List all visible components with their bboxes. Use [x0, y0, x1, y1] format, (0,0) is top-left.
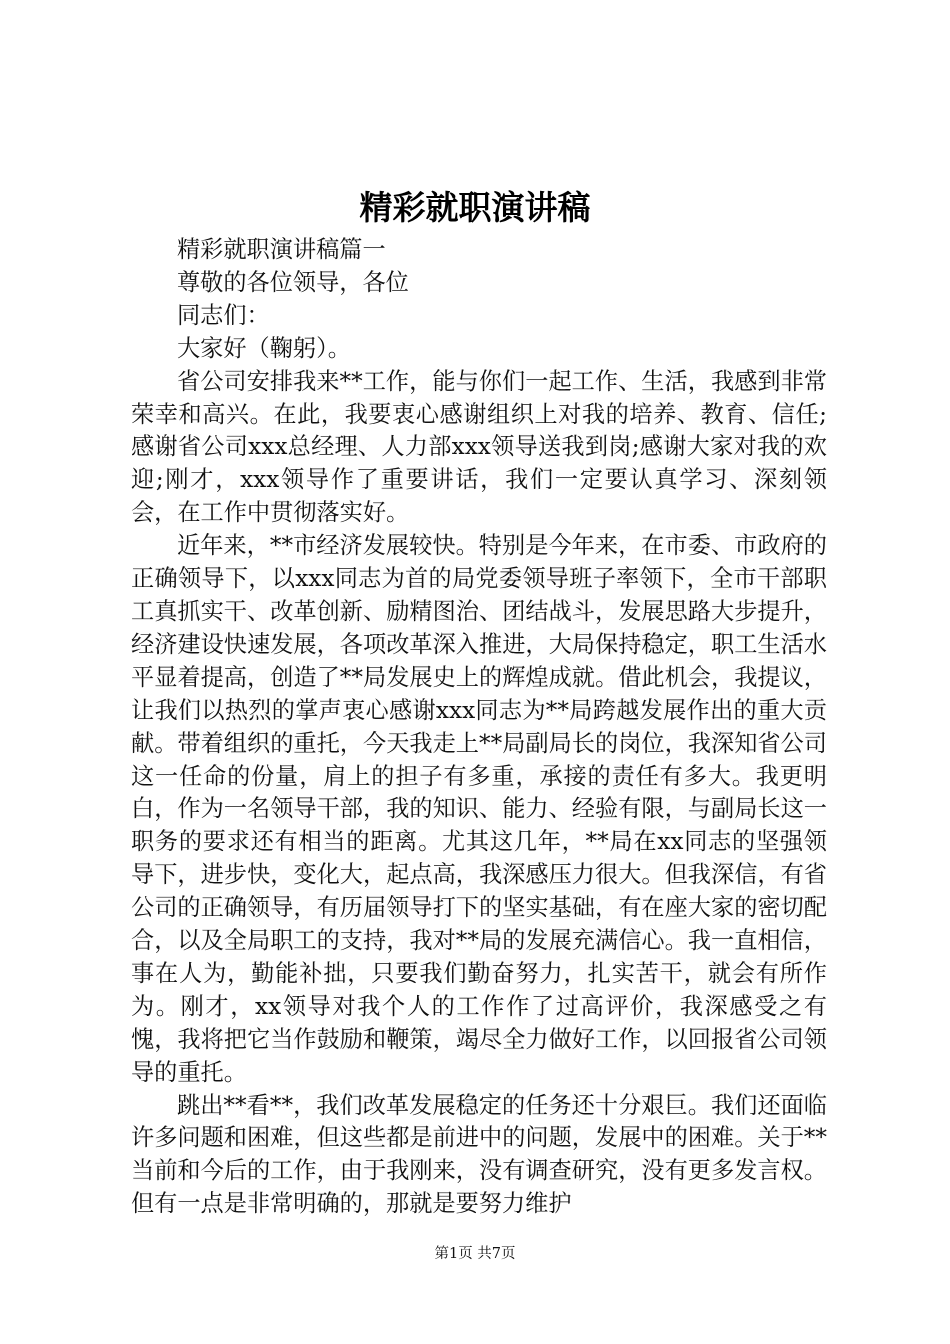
document-title: 精彩就职演讲稿 [359, 188, 591, 227]
subtitle-line: 精彩就职演讲稿篇一 [177, 236, 386, 263]
body-paragraph: 省公司安排我来**工作，能与你们一起工作、生活，我感到非常荣幸和高兴。在此，我要衷心感谢组织上对我的培养、教育、信任;感谢省公司xxx总经理、人力部xxx领导送我到岗;感谢大家对我的欢迎;刚才，xxx领导作了重要讲话，我们一定要认真学习、深刻领会，在工作中贯彻落实好。 [131, 367, 827, 527]
salutation-line: 尊敬的各位领导，各位 [177, 268, 409, 296]
page-number-footer: 第1页 共7页 [434, 1246, 516, 1262]
body-paragraph: 近年来，**市经济发展较快。特别是今年来，在市委、市政府的正确领导下，以xxx同志为首的局党委领导班子率领下，全市干部职工真抓实干、改革创新、励精图治、团结战斗，发展思路大步提升，经济建设快速发展，各项改革深入推进，大局保持稳定，职工生活水平显着提高，创造了**局发展史上的辉煌成就。借此机会，我提议，让我们以热烈的掌声衷心感谢xxx同志为**局跨越发展作出的重大贡献。带着组织的重托，今天我走上**局副局长的岗位，我深知省公司这一任命的份量，肩上的担子有多重，承接的责任有多大。我更明白，作为一名领导干部，我的知识、能力、经验有限，与副局长这一职务的要求还有相当的距离。尤其这几年，**局在xx同志的坚强领导下，进步快，变化大，起点高，我深感压力很大。但我深信，有省公司的正确领导，有历届领导打下的坚实基础，有在座大家的密切配合，以及全局职工的支持，我对**局的发展充满信心。我一直相信，事在人为，勤能补拙，只要我们勤奋努力，扎实苦干，就会有所作为。刚才，xx领导对我个人的工作作了过高评价，我深感受之有愧，我将把它当作鼓励和鞭策，竭尽全力做好工作，以回报省公司领导的重托。 [131, 532, 827, 1086]
salutation-line-continued: 同志们： [177, 301, 270, 329]
document-body [131, 234, 827, 1221]
greeting-line: 大家好（鞠躬）。 [177, 334, 351, 362]
body-paragraph: 跳出**看**，我们改革发展稳定的任务还十分艰巨。我们还面临许多问题和困难，但这些都是前进中的问题，发展中的困难。关于**当前和今后的工作，由于我刚来，没有调查研究，没有更多发言权。但有一点是非常明确的，那就是要努力维护 [131, 1091, 827, 1218]
